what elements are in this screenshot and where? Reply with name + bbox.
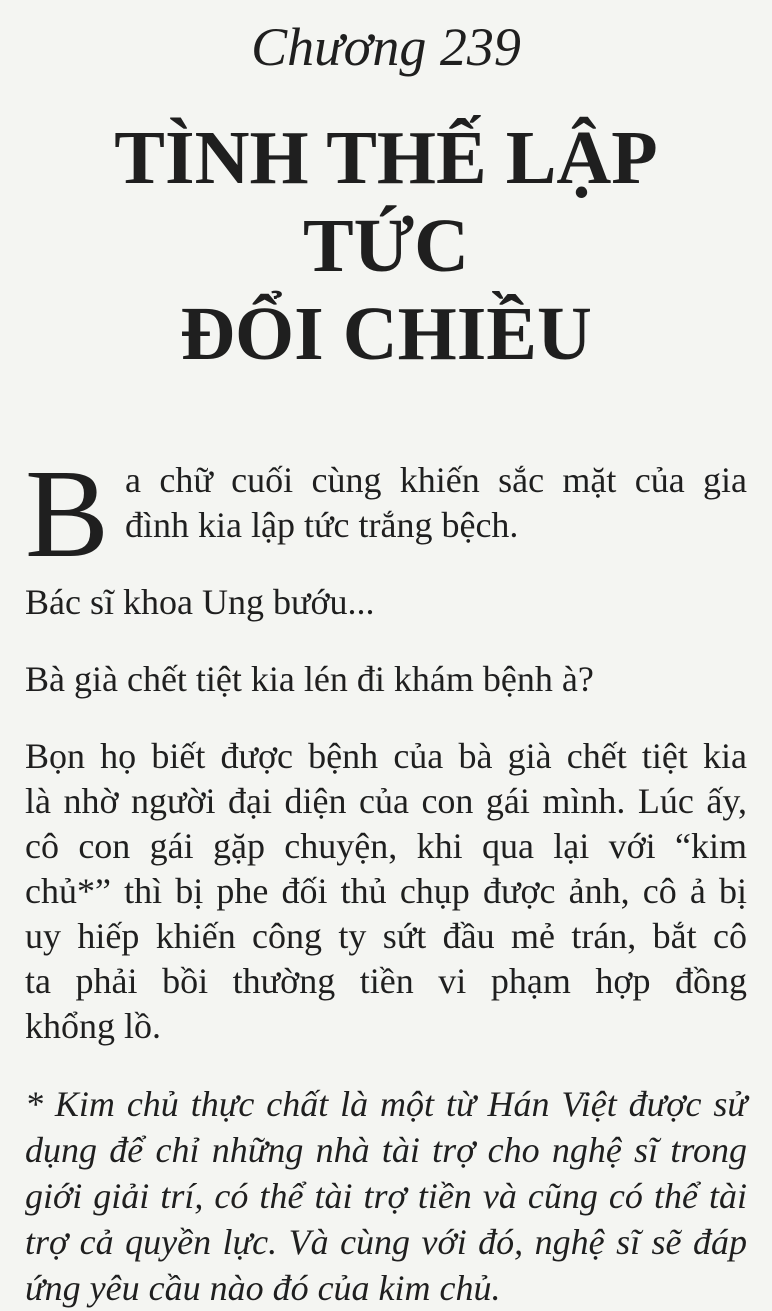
text-line: trợ cả quyền lực. Và cùng với đó, nghệ sĩ sẽ đáp <box>25 1222 747 1262</box>
paragraph <box>25 1081 747 1311</box>
text-line: giới giải trí, có thể tài trợ tiền và cũng có thể tài <box>25 1176 747 1216</box>
text-line: a chữ cuối cùng khiến sắc mặt của gia <box>125 460 747 500</box>
chapter-body <box>25 445 747 1311</box>
text-line: ta phải bồi thường tiền vi phạm hợp đồng <box>25 961 747 1001</box>
text-line: uy hiếp khiến công ty sứt đầu mẻ trán, bắt cô <box>25 916 747 956</box>
chapter-number: Chương 239 <box>251 17 521 77</box>
text-line: Bọn họ biết được bệnh của bà già chết tiệt kia <box>25 736 747 776</box>
text-line: Bà già chết tiệt kia lén đi khám bệnh à? <box>25 659 594 699</box>
text-line: dụng để chỉ những nhà tài trợ cho nghệ sĩ trong <box>25 1130 747 1170</box>
text-line: chủ*” thì bị phe đối thủ chụp được ảnh, cô ả bị <box>25 871 747 911</box>
paragraph <box>25 580 747 625</box>
text-line: đình kia lập tức trắng bệch. <box>125 505 519 545</box>
text-line: khổng lồ. <box>25 1006 162 1046</box>
paragraph <box>25 445 747 584</box>
paragraph <box>25 657 747 702</box>
text-line: Bác sĩ khoa Ung bướu... <box>25 582 375 622</box>
text-line: cô con gái gặp chuyện, khi qua lại với “kim <box>25 826 747 866</box>
text-line: là nhờ người đại diện của con gái mình. Lúc ấy, <box>25 781 747 821</box>
paragraph <box>25 734 747 1049</box>
text-line: ứng yêu cầu nào đó của kim chủ. <box>25 1268 501 1308</box>
chapter-title-line-1: TÌNH THẾ LẬP TỨC <box>114 116 658 288</box>
chapter-title <box>25 114 747 378</box>
text-line: * Kim chủ thực chất là một từ Hán Việt được sử <box>25 1084 747 1124</box>
chapter-title-line-2: ĐỔI CHIỀU <box>180 292 592 376</box>
drop-cap-letter: B <box>25 445 110 584</box>
